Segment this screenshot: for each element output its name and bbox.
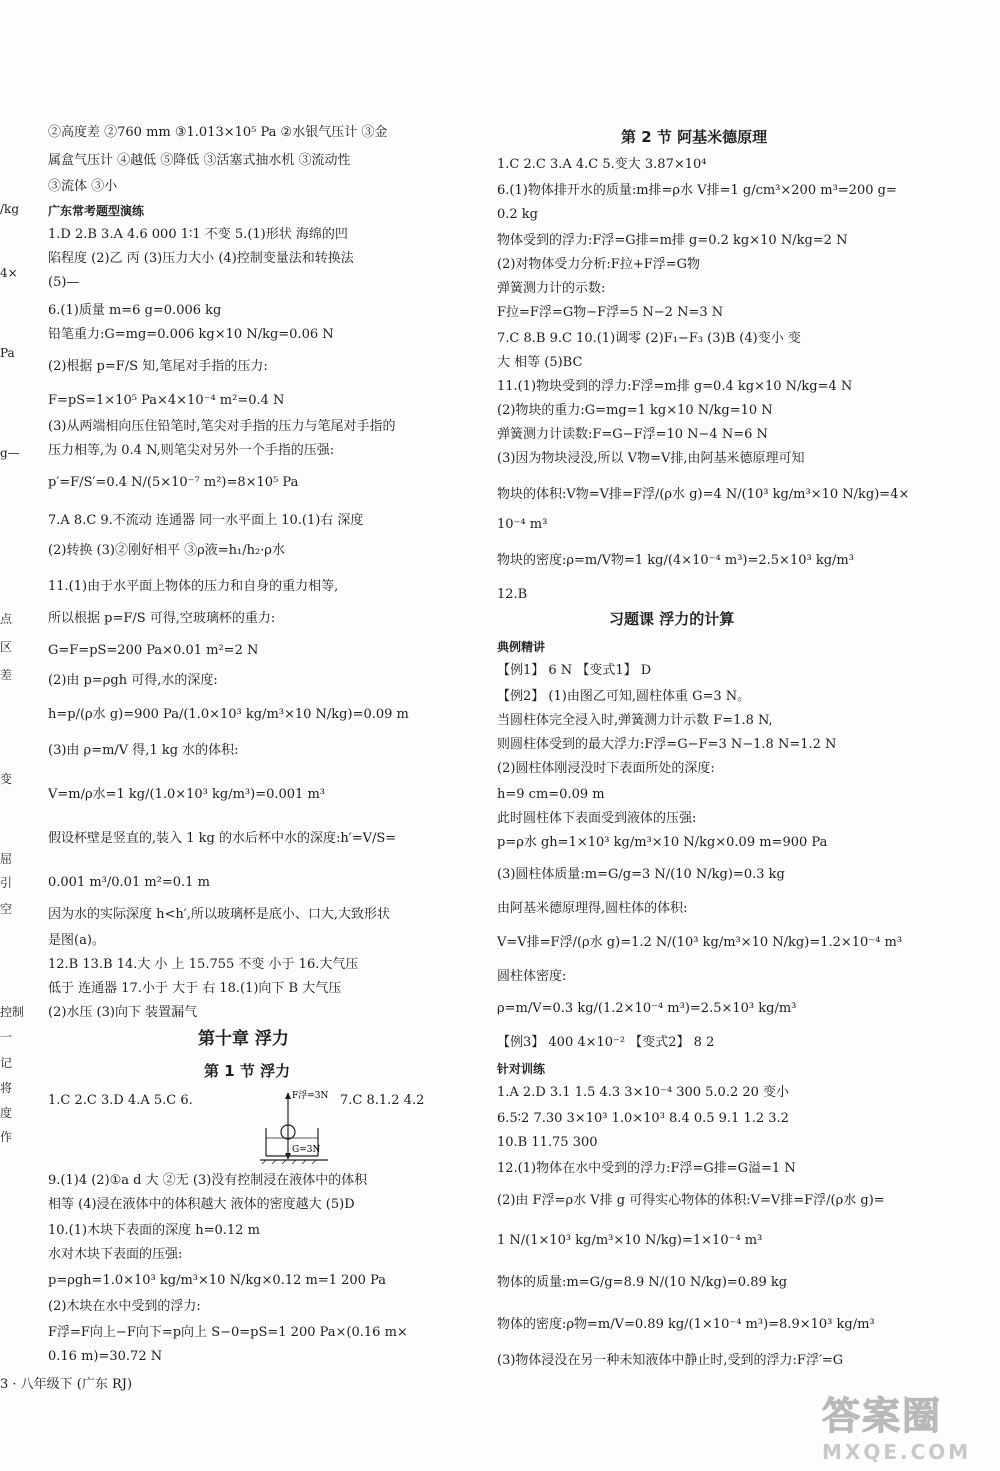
edge-text: 引 <box>0 876 13 890</box>
text-line: 此时圆柱体下表面受到液体的压强: <box>497 811 697 826</box>
formula-line: 物块的密度:ρ=m/V物=1 kg/(4×10⁻⁴ m³)=2.5×10³ kg/m³ <box>497 553 854 568</box>
text-line: 【例2】 (1)由图乙可知,圆柱体重 G=3 N。 <box>497 689 751 704</box>
text-line: 7.A 8.C 9.不流动 连通器 同一水平面上 10.(1)右 深度 <box>48 513 364 528</box>
formula-line: (3)圆柱体质量:m=G/g=3 N/(10 N/kg)=0.3 kg <box>497 867 785 882</box>
text-line: ②高度差 ②760 mm ③1.013×10⁵ Pa ②水银气压计 ③金 <box>48 125 388 140</box>
text-line: 则圆柱体受到的最大浮力:F浮=G−F=3 N−1.8 N=1.2 N <box>497 737 837 752</box>
edge-text: 屈 <box>0 852 13 866</box>
edge-text: 4× <box>0 266 18 280</box>
text-line: 12.(1)物体在水中受到的浮力:F浮=G排=G溢=1 N <box>497 1161 796 1176</box>
formula-line: V=m/ρ水=1 kg/(1.0×10³ kg/m³)=0.001 m³ <box>48 787 325 802</box>
text-line: 0.2 kg <box>497 207 539 222</box>
edge-text: 点 <box>0 612 13 626</box>
text-line: 11.(1)物块受到的浮力:F浮=m排 g=0.4 kg×10 N/kg=4 N <box>497 379 853 394</box>
text-line: (2)转换 (3)②刚好相平 ③ρ液=h₁/h₂·ρ水 <box>48 543 285 558</box>
text-line: (2)木块在水中受到的浮力: <box>48 1299 201 1314</box>
edge-text: 记 <box>0 1056 13 1070</box>
formula-line: 0.001 m³/0.01 m²=0.1 m <box>48 875 210 890</box>
text-line: 1.C 2.C 3.D 4.A 5.C 6. <box>48 1093 193 1108</box>
edge-text: 空 <box>0 902 13 916</box>
text-line: 6.5∶2 7.30 3×10³ 1.0×10³ 8.4 0.5 9.1 1.2 3.2 <box>497 1111 789 1126</box>
formula-line: h=p/(ρ水 g)=900 Pa/(1.0×10³ kg/m³×10 N/kg)=0.09 m <box>48 707 409 722</box>
edge-text: 作 <box>0 1130 13 1144</box>
text-line: 10.(1)木块下表面的深度 h=0.12 m <box>48 1223 260 1238</box>
text-line: 压力相等,为 0.4 N,则笔尖对另外一个手指的压强: <box>48 443 335 458</box>
text-line: 当圆柱体完全浸入时,弹簧测力计示数 F=1.8 N, <box>497 713 773 728</box>
edge-text: g— <box>0 446 20 460</box>
text-line: 【例1】 6 N 【变式1】 D <box>497 663 652 678</box>
text-line: 假设杯壁是竖直的,装入 1 kg 的水后杯中水的深度:h′=V/S= <box>48 831 397 846</box>
text-line: 12.B <box>497 587 528 602</box>
text-line: (3)由 ρ=m/V 得,1 kg 水的体积: <box>48 743 239 758</box>
text-line: 因为水的实际深度 h<h′,所以玻璃杯是底小、口大,大致形状 <box>48 907 390 922</box>
text-line: (2)根据 p=F/S 知,笔尾对手指的压力: <box>48 359 268 374</box>
section-heading: 针对训练 <box>497 1062 546 1076</box>
text-line: 0.16 m)=30.72 N <box>48 1349 163 1364</box>
text-line: 圆柱体密度: <box>497 969 567 984</box>
formula-line: ρ=m/V=0.3 kg/(1.2×10⁻⁴ m³)=2.5×10³ kg/m³ <box>497 1001 797 1016</box>
page-footer: 3 · 八年级下 (广东 RJ) <box>0 1377 133 1392</box>
text-line: 1.C 2.C 3.A 4.C 5.变大 3.87×10⁴ <box>497 157 707 172</box>
text-line: 低于 连通器 17.小于 大于 右 18.(1)向下 B 大气压 <box>48 981 342 996</box>
text-line: 6.(1)质量 m=6 g=0.006 kg <box>48 303 222 318</box>
edge-text: Pa <box>0 346 15 360</box>
edge-text: 度 <box>0 1106 13 1120</box>
text-line: 相等 (4)浸在液体中的体积越大 液体的密度越大 (5)D <box>48 1197 355 1212</box>
text-line: 1.D 2.B 3.A 4.6 000 1∶1 不变 5.(1)形状 海绵的凹 <box>48 227 348 242</box>
text-line: 11.(1)由于水平面上物体的压力和自身的重力相等, <box>48 579 339 594</box>
text-line: ③流体 ③小 <box>48 179 118 194</box>
text-line: 弹簧测力计的示数: <box>497 281 606 296</box>
text-line: (5)— <box>48 275 80 290</box>
text-line: 水对木块下表面的压强: <box>48 1247 183 1262</box>
edge-text: 控制 <box>0 1005 25 1019</box>
formula-line: 1 N/(1×10³ kg/m³×10 N/kg)=1×10⁻⁴ m³ <box>497 1233 763 1248</box>
formula-line: 物块的体积:V物=V排=F浮/(ρ水 g)=4 N/(10³ kg/m³×10 N/kg)=4× <box>497 487 910 502</box>
text-line: h=9 cm=0.09 m <box>497 787 605 802</box>
section-title: 第 1 节 浮力 <box>204 1062 291 1080</box>
edge-text: 将 <box>0 1081 13 1095</box>
text-line: 9.(1)4 (2)①a d 大 ②无 (3)没有控制浸在液体中的体积 <box>48 1173 368 1188</box>
section-heading: 广东常考题型演练 <box>48 204 145 218</box>
text-line: 10⁻⁴ m³ <box>497 517 548 532</box>
text-line: p=ρ水 gh=1×10³ kg/m³×10 N/kg×0.09 m=900 Pa <box>497 835 828 850</box>
text-line: p=ρgh=1.0×10³ kg/m³×10 N/kg×0.12 m=1 200 Pa <box>48 1273 386 1288</box>
formula-line: 物体的密度:ρ物=m/V=0.89 kg/(1×10⁻⁴ m³)=8.9×10³ kg/m³ <box>497 1317 875 1332</box>
text-line: (2)水压 (3)向下 装置漏气 <box>48 1005 198 1020</box>
edge-text: 变 <box>0 772 13 786</box>
text-line: 10.B 11.75 300 <box>497 1135 598 1150</box>
watermark-text: 答案圈 <box>822 1394 943 1438</box>
text-line: 由阿基米德原理得,圆柱体的体积: <box>497 901 688 916</box>
text-line: 陷程度 (2)乙 丙 (3)压力大小 (4)控制变量法和转换法 <box>48 251 354 266</box>
text-line: (3)因为物块浸没,所以 V物=V排,由阿基米德原理可知 <box>497 451 805 466</box>
text-line: 6.(1)物体排开水的质量:m排=ρ水 V排=1 g/cm³×200 m³=200 g= <box>497 183 897 198</box>
text-line: 所以根据 p=F/S 可得,空玻璃杯的重力: <box>48 611 276 626</box>
text-line: 7.C 8.B 9.C 10.(1)调零 (2)F₁−F₃ (3)B (4)变小 变 <box>497 331 801 346</box>
text-line: 大 相等 (5)BC <box>497 355 583 370</box>
gravity-label: G=3N <box>292 1145 321 1155</box>
edge-text: 一 <box>0 1030 13 1044</box>
formula-line: p′=F/S′=0.4 N/(5×10⁻⁷ m²)=8×10⁵ Pa <box>48 475 299 490</box>
text-line: 7.C 8.1.2 4.2 <box>340 1093 425 1108</box>
buoyancy-label: F浮=3N <box>292 1091 329 1101</box>
text-line: (3)从两端相向压住铅笔时,笔尖对手指的压力与笔尾对手指的 <box>48 419 396 434</box>
text-line: G=F=pS=200 Pa×0.01 m²=2 N <box>48 643 259 658</box>
chapter-title: 第十章 浮力 <box>198 1029 289 1049</box>
edge-text: /kg <box>0 202 19 216</box>
text-line: (2)圆柱体刚浸没时下表面所处的深度: <box>497 761 715 776</box>
text-line: 1.A 2.D 3.1 1.5 4.3 3×10⁻⁴ 300 5.0.2 20 变小 <box>497 1085 790 1100</box>
text-line: (2)对物体受力分析:F拉+F浮=G物 <box>497 257 701 272</box>
text-line: (2)物块的重力:G=mg=1 kg×10 N/kg=10 N <box>497 403 773 418</box>
text-line: 【例3】 400 4×10⁻² 【变式2】 8 2 <box>497 1035 715 1050</box>
text-line: (3)物体浸没在另一种未知液体中静止时,受到的浮力:F浮′=G <box>497 1353 844 1368</box>
text-line: 弹簧测力计读数:F=G−F浮=10 N−4 N=6 N <box>497 427 768 442</box>
section-title: 习题课 浮力的计算 <box>609 610 735 628</box>
text-line: F拉=F浮=G物−F浮=5 N−2 N=3 N <box>497 305 724 320</box>
text-line: (2)由 p=ρgh 可得,水的深度: <box>48 673 218 688</box>
buoyancy-force-diagram <box>258 1086 336 1166</box>
text-line: 物体受到的浮力:F浮=G排=m排 g=0.2 kg×10 N/kg=2 N <box>497 233 848 248</box>
text-line: F=pS=1×10⁵ Pa×4×10⁻⁴ m²=0.4 N <box>48 393 285 408</box>
text-line: 12.B 13.B 14.大 小 上 15.755 不变 小于 16.大气压 <box>48 957 359 972</box>
watermark-url: MXQE.COM <box>822 1440 972 1464</box>
section-heading: 典例精讲 <box>497 640 546 654</box>
text-line: F浮=F向上−F向下=p向上 S−0=pS=1 200 Pa×(0.16 m× <box>48 1325 408 1340</box>
text-line: 是图(a)。 <box>48 933 105 948</box>
edge-text: 差 <box>0 668 13 682</box>
text-line: 属盒气压计 ④越低 ⑤降低 ③活塞式抽水机 ③流动性 <box>48 153 351 168</box>
watermark-logo <box>822 1385 992 1465</box>
text-line: 铅笔重力:G=mg=0.006 kg×10 N/kg=0.06 N <box>48 327 334 342</box>
formula-line: (2)由 F浮=ρ水 V排 g 可得实心物体的体积:V=V排=F浮/(ρ水 g)= <box>497 1193 885 1208</box>
formula-line: 物体的质量:m=G/g=8.9 N/(10 N/kg)=0.89 kg <box>497 1275 788 1290</box>
section-title: 第 2 节 阿基米德原理 <box>621 128 768 146</box>
formula-line: V=V排=F浮/(ρ水 g)=1.2 N/(10³ kg/m³×10 N/kg)=1.2×10⁻⁴ m³ <box>497 935 903 950</box>
edge-text: 区 <box>0 640 13 654</box>
